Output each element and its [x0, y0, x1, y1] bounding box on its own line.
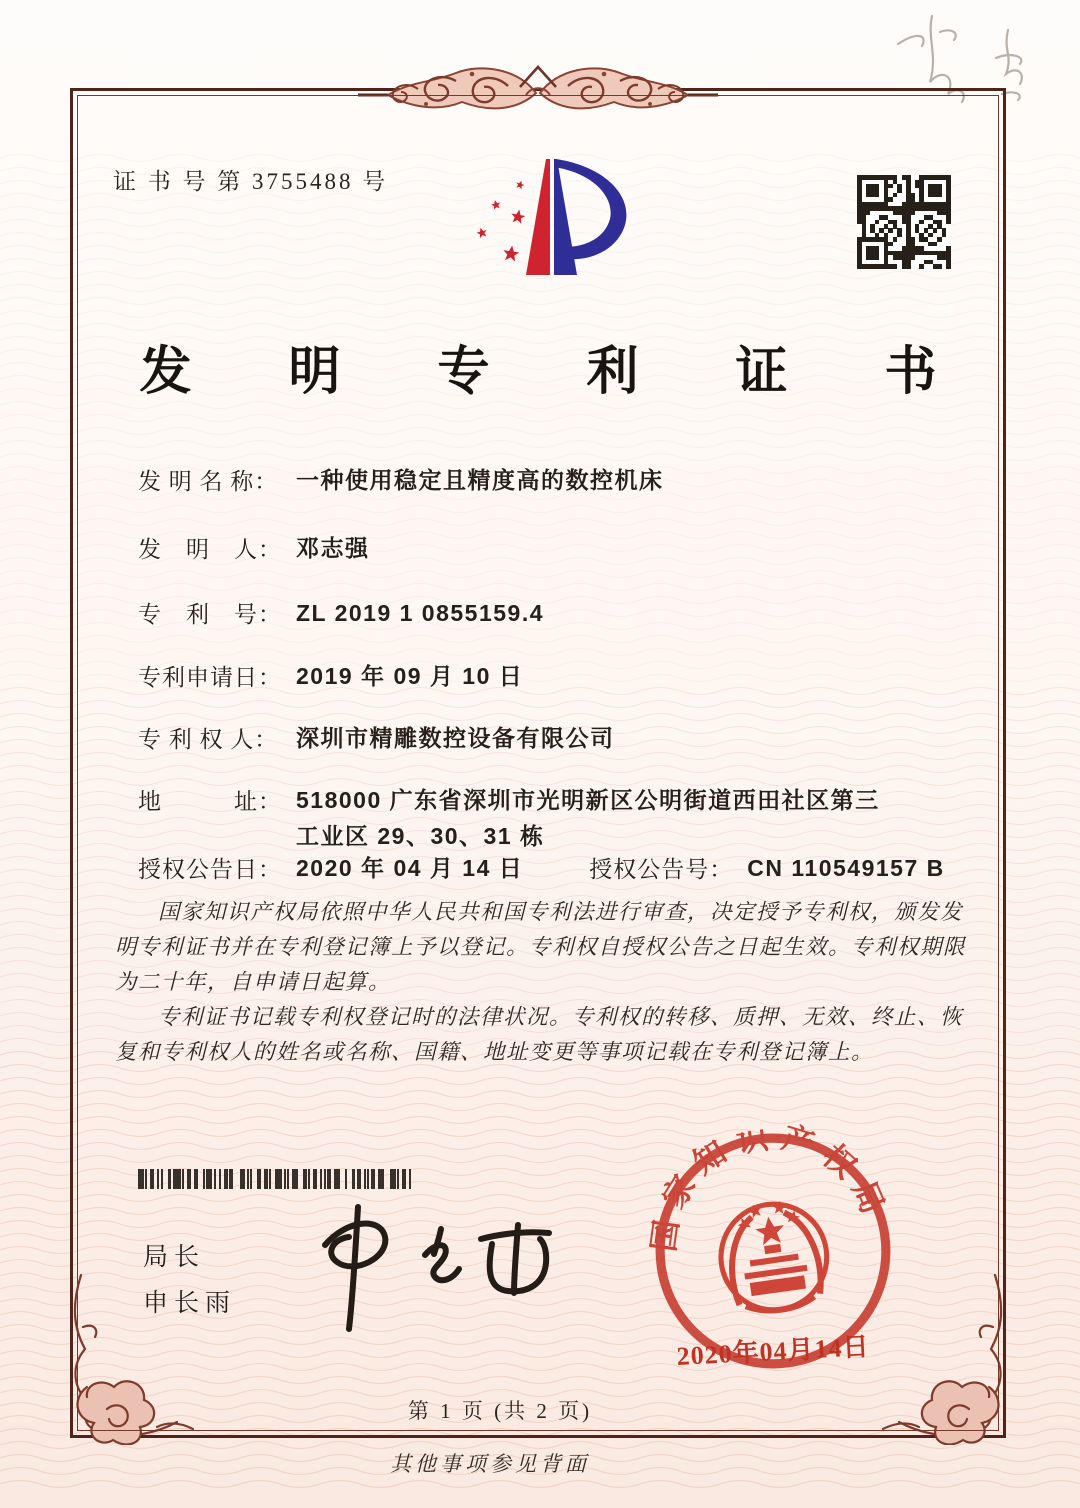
field-label: 专利申请日：	[138, 665, 282, 690]
national-emblem	[714, 1194, 834, 1317]
certificate-number: 证 书 号 第 3755488 号	[113, 169, 389, 194]
director-title: 局长	[143, 1244, 206, 1271]
field-grant-number	[589, 851, 944, 887]
field-value: CN 110549157 B	[747, 855, 945, 881]
director-signature	[295, 1199, 565, 1339]
field-label: 专 利 权 人：	[138, 727, 279, 752]
director-name: 申长雨	[143, 1290, 237, 1317]
field-value: 2019 年 09 月 10 日	[296, 663, 524, 689]
field-application-date	[138, 659, 523, 695]
field-label: 授权公告日：	[138, 857, 282, 882]
certificate-border	[70, 88, 1006, 1438]
field-value: 深圳市精雕数控设备有限公司	[296, 725, 615, 751]
field-value: 一种使用稳定且精度高的数控机床	[296, 467, 664, 493]
seal-date: 2020年04月14日	[675, 1331, 871, 1372]
field-patent-number	[138, 596, 544, 632]
field-label: 发 明 人：	[138, 537, 282, 562]
field-invention-name	[138, 463, 664, 499]
legal-paragraph-2: 专利证书记载专利权登记时的法律状况。专利权的转移、质押、无效、终止、恢复和专利权人的姓名或名称、国籍、地址变更等事项记载在专利登记簿上。	[115, 1005, 964, 1064]
field-value: 518000 广东省深圳市光明新区公明街道西田社区第三工业区 29、30、31 栋	[296, 787, 880, 849]
page-indicator: 第 1 页 (共 2 页)	[407, 1399, 593, 1423]
field-grant-row	[138, 851, 945, 887]
field-value: 邓志强	[296, 535, 370, 561]
barcode	[138, 1169, 418, 1189]
field-value: ZL 2019 1 0855159.4	[296, 600, 545, 626]
certificate-title: 发 明 专 利 证 书	[139, 344, 979, 401]
field-address	[138, 783, 902, 854]
field-inventor	[138, 531, 370, 567]
seal-ring-text: 国家知识产权局	[645, 1118, 895, 1254]
field-label: 发 明 名 称：	[138, 469, 279, 494]
field-label: 地 址：	[138, 789, 282, 814]
cnipa-logo-icon	[455, 151, 670, 316]
legal-text	[115, 895, 977, 1070]
legal-paragraph-1: 国家知识产权局依照中华人民共和国专利法进行审查，决定授予专利权，颁发发明专利证书并在专利登记簿上予以登记。专利权自授权公告之日起生效。专利权期限为二十年，自申请日起算。	[115, 900, 967, 994]
footer-note: 其他事项参见背面	[390, 1452, 590, 1476]
field-patentee	[138, 721, 615, 757]
field-label: 授权公告号：	[589, 857, 734, 882]
field-label: 专 利 号：	[138, 602, 282, 627]
qr-code	[857, 175, 950, 268]
top-flourish-ornament	[358, 55, 718, 133]
field-value: 2020 年 04 月 14 日	[296, 855, 524, 881]
